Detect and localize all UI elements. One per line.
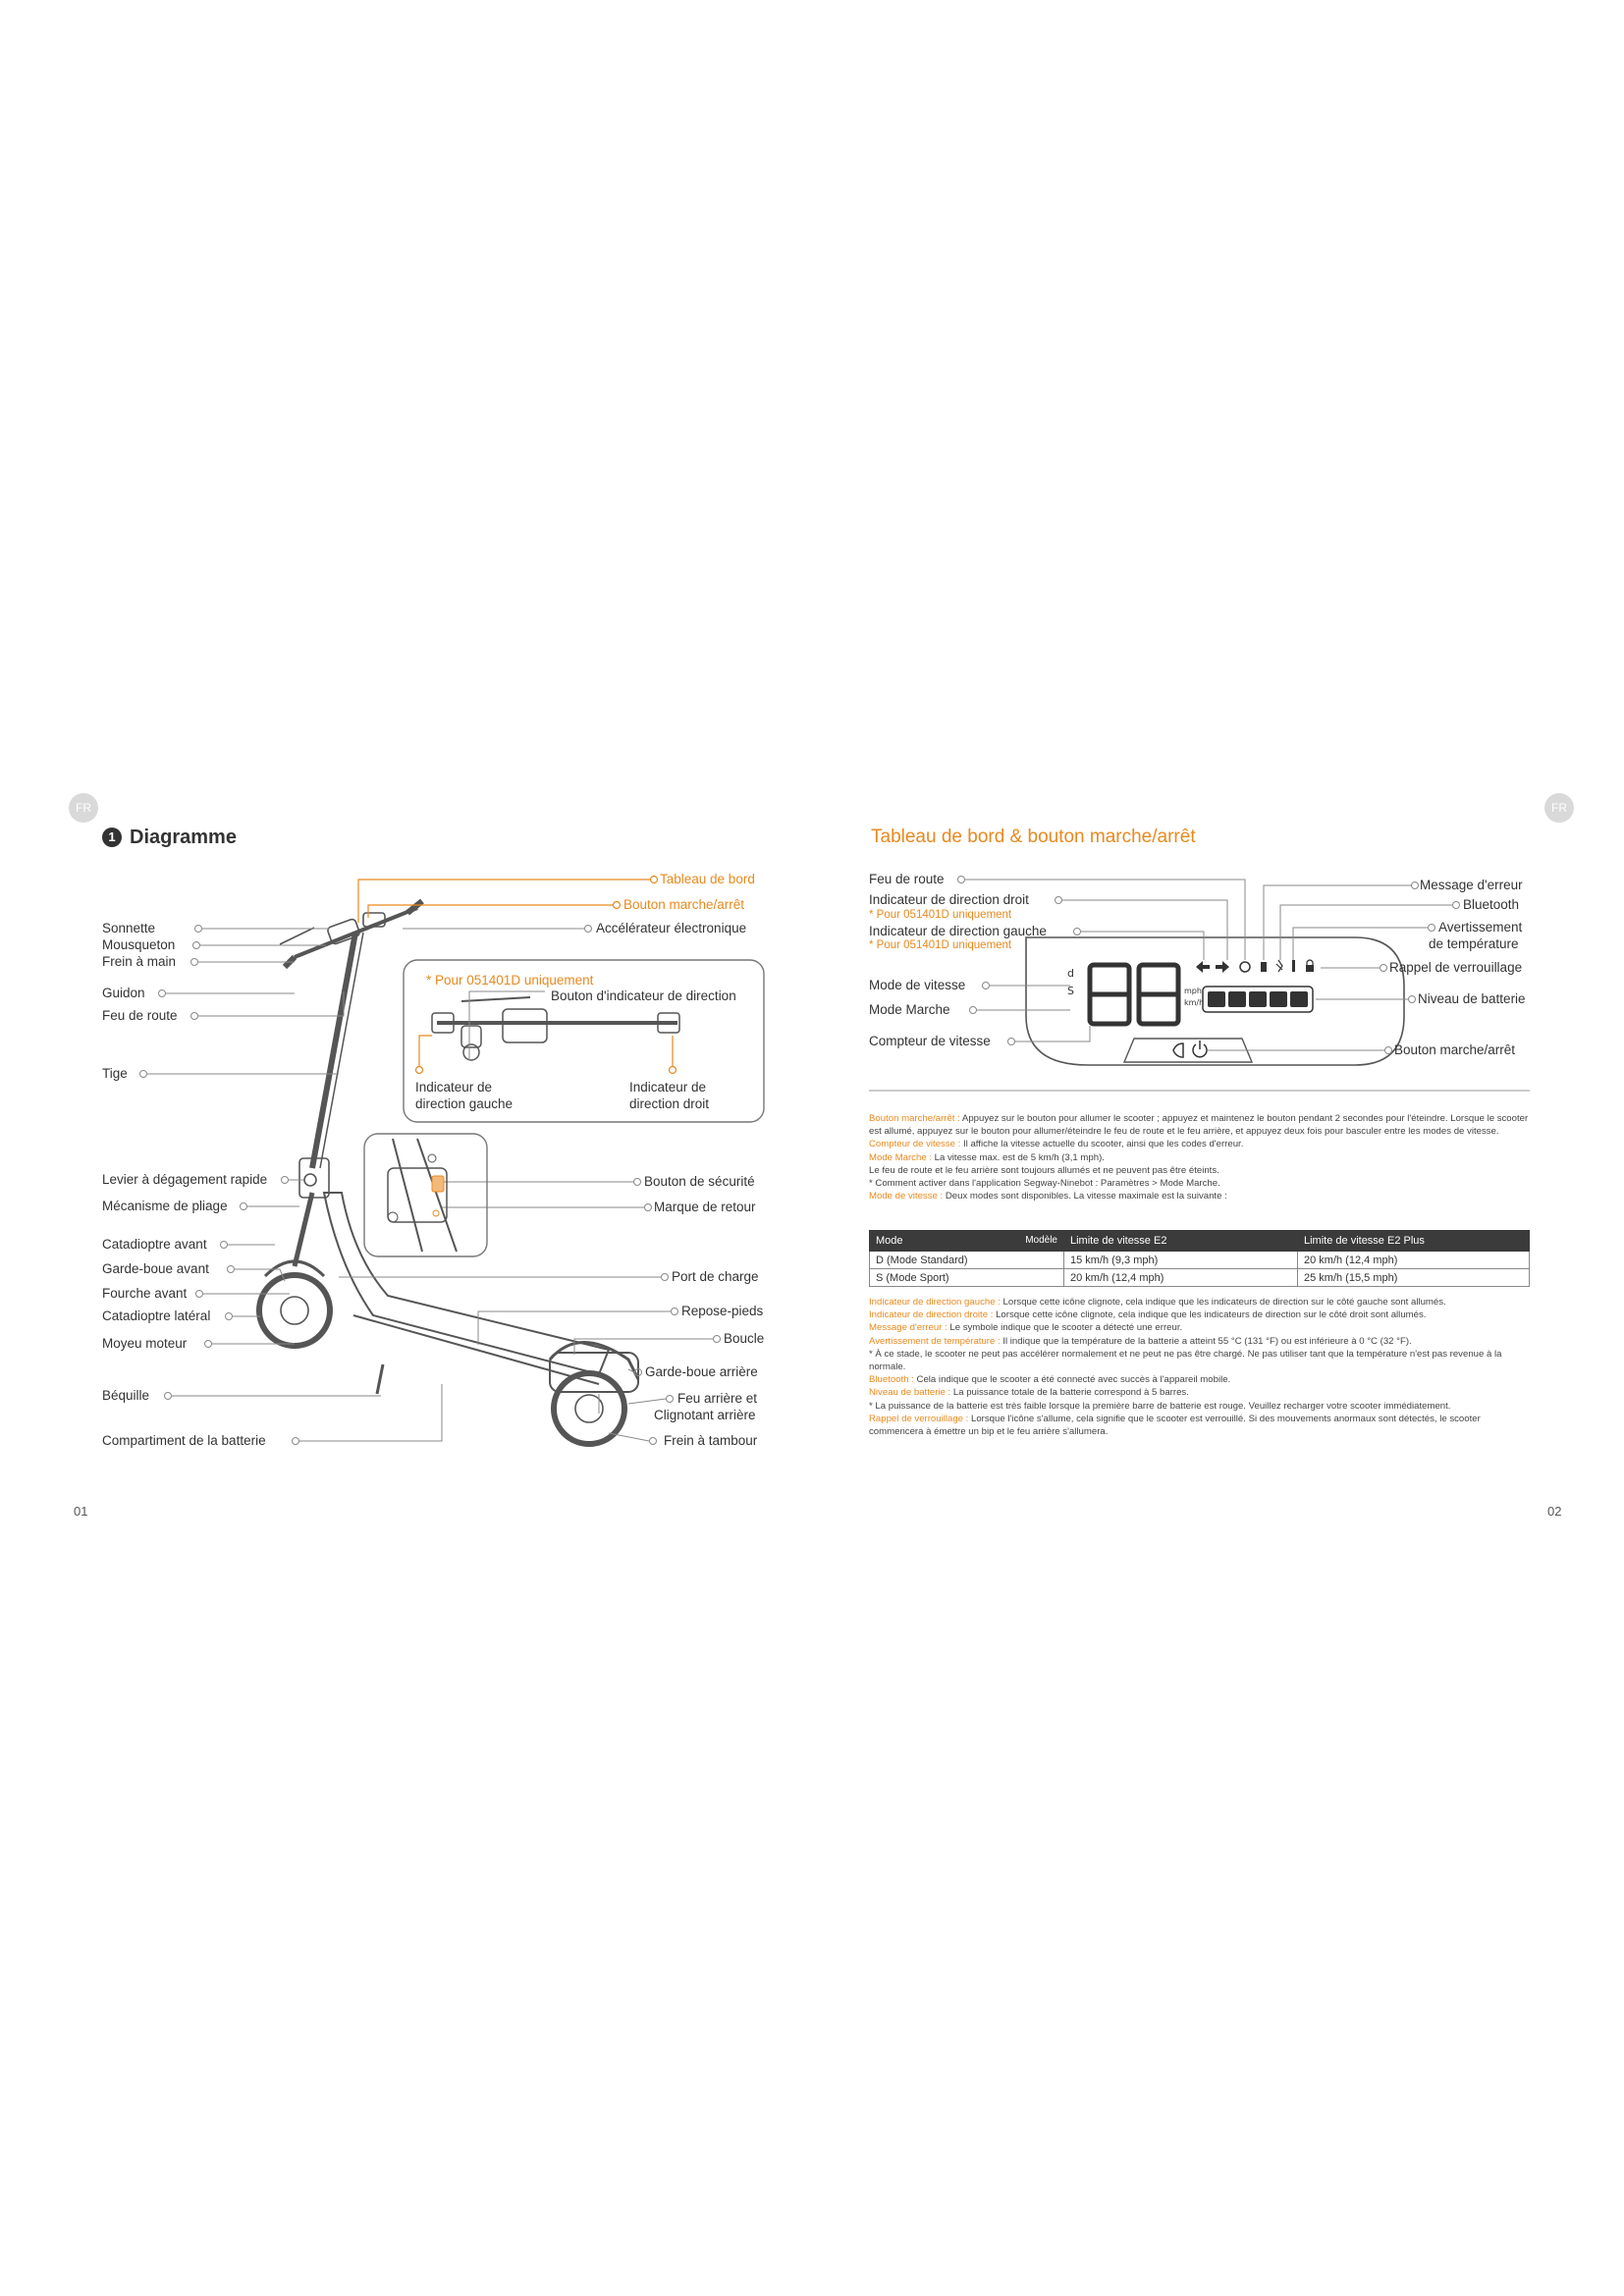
note-051401d-2: * Pour 051401D uniquement bbox=[869, 939, 1012, 951]
label-message-erreur: Message d'erreur bbox=[1420, 878, 1523, 892]
table-row: S (Mode Sport) 20 km/h (12,4 mph) 25 km/h (15,5 mph) bbox=[870, 1269, 1530, 1287]
description-block-2 bbox=[869, 1296, 1529, 1438]
label-guidon: Guidon bbox=[102, 986, 145, 1000]
label-garde-boue-avant: Garde-boue avant bbox=[102, 1261, 209, 1276]
label-frein-a-main: Frein à main bbox=[102, 954, 177, 969]
speed-digits-text bbox=[1092, 962, 1093, 963]
label-bouton-indicateur: Bouton d'indicateur de direction bbox=[551, 988, 736, 1003]
table-header-row bbox=[870, 1231, 1530, 1252]
mode-d-indicator: d bbox=[1067, 967, 1074, 980]
label-repose-pieds: Repose-pieds bbox=[681, 1304, 764, 1318]
inset-note: * Pour 051401D uniquement bbox=[426, 973, 594, 988]
label-clignotant-arriere: Clignotant arrière bbox=[654, 1408, 756, 1422]
table-header-e2: Limite de vitesse E2 bbox=[1064, 1231, 1298, 1252]
desc-para: Message d'erreur : Le symbole indique que le scooter a détecté une erreur. bbox=[869, 1322, 1183, 1334]
label-niveau-batterie: Niveau de batterie bbox=[1418, 991, 1526, 1006]
battery-bars bbox=[1203, 987, 1313, 1012]
label-indicateur-droit-2: direction droit bbox=[629, 1096, 710, 1111]
label-port-charge: Port de charge bbox=[672, 1269, 759, 1284]
section-title: Diagramme bbox=[130, 827, 237, 848]
desc-para: Bluetooth : Cela indique que le scooter a été connecté avec succès à l'appareil mobile. bbox=[869, 1374, 1231, 1386]
label-mecanisme-pliage: Mécanisme de pliage bbox=[102, 1199, 228, 1213]
speed-table bbox=[869, 1230, 1530, 1287]
table-row: D (Mode Standard) 15 km/h (9,3 mph) 20 km/h (12,4 mph) bbox=[870, 1252, 1530, 1269]
page-number-right: 02 bbox=[1547, 1504, 1562, 1519]
desc-para: Mode de vitesse : Deux modes sont disponibles. La vitesse maximale est la suivante : bbox=[869, 1191, 1227, 1202]
label-temperature: de température bbox=[1429, 936, 1519, 951]
label-levier: Levier à dégagement rapide bbox=[102, 1172, 268, 1187]
label-tige: Tige bbox=[102, 1066, 128, 1081]
icon-row bbox=[1196, 960, 1314, 973]
mode-s-indicator: S bbox=[1067, 985, 1074, 997]
desc-para: Indicateur de direction droite : Lorsque cette icône clignote, cela indique que les indicateurs de direction sur le côté droit sont allumés. bbox=[869, 1309, 1427, 1321]
label-garde-boue-arriere: Garde-boue arrière bbox=[645, 1364, 758, 1379]
label-bouton-marche-arret-r: Bouton marche/arrêt bbox=[1394, 1042, 1516, 1057]
label-frein-tambour: Frein à tambour bbox=[664, 1433, 758, 1448]
desc-para: * Comment activer dans l'application Segway-Ninebot : Paramètres > Mode Marche. bbox=[869, 1178, 1220, 1190]
power-icon bbox=[1173, 1041, 1207, 1057]
label-dir-gauche: Indicateur de direction gauche bbox=[869, 924, 1047, 938]
label-dir-droit: Indicateur de direction droit bbox=[869, 892, 1029, 907]
label-fourche-avant: Fourche avant bbox=[102, 1286, 188, 1301]
label-bouton-securite: Bouton de sécurité bbox=[644, 1174, 755, 1189]
desc-para: Indicateur de direction gauche : Lorsque cette icône clignote, cela indique que les indicateurs de direction sur le côté gauche sont allumés. bbox=[869, 1297, 1446, 1308]
label-compteur: Compteur de vitesse bbox=[869, 1034, 991, 1048]
label-indicateur-gauche-2: direction gauche bbox=[415, 1096, 514, 1111]
unit-kmh: km/h bbox=[1184, 998, 1205, 1007]
desc-para: Le feu de route et le feu arrière sont toujours allumés et ne peuvent pas être éteints. bbox=[869, 1164, 1219, 1176]
desc-para: Rappel de verrouillage : Lorsque l'icône s'allume, cela signifie que le scooter est verrouillé. Si des mouvements anormaux sont détectés, le scooter commencera à émettre un bip et le feu arrière s'allumera. bbox=[869, 1413, 1481, 1438]
table-header-mode: Mode Modèle bbox=[870, 1231, 1064, 1252]
language-badge-left: FR bbox=[69, 793, 98, 823]
label-bluetooth: Bluetooth bbox=[1463, 897, 1520, 912]
unit-mph: mph bbox=[1184, 987, 1202, 995]
label-feu-de-route-r: Feu de route bbox=[869, 872, 945, 886]
label-feu-arriere: Feu arrière et bbox=[677, 1391, 758, 1406]
label-mode-vitesse: Mode de vitesse bbox=[869, 978, 966, 992]
page-title-dashboard: Tableau de bord & bouton marche/arrêt bbox=[871, 827, 1196, 847]
desc-para: * À ce stade, le scooter ne peut pas accélérer normalement et ne peut ne pas être chargé. Ne pas utiliser tant que la température n'est pas revenue à la normale. bbox=[869, 1348, 1502, 1373]
section-number: 1 bbox=[102, 828, 122, 847]
label-rappel-verrouillage: Rappel de verrouillage bbox=[1389, 960, 1523, 975]
label-mode-marche: Mode Marche bbox=[869, 1002, 950, 1017]
desc-para: Compteur de vitesse : Il affiche la vitesse actuelle du scooter, ainsi que les codes d'erreur. bbox=[869, 1139, 1244, 1150]
language-badge-right: FR bbox=[1544, 793, 1574, 823]
desc-para: Avertissement de température : Il indique que la température de la batterie a atteint 55 °C (131 °F) ou est inférieure à 0 °C (32 °F). bbox=[869, 1335, 1412, 1347]
label-indicateur-droit-1: Indicateur de bbox=[629, 1080, 707, 1095]
label-boucle: Boucle bbox=[724, 1331, 765, 1346]
desc-para: Niveau de batterie : La puissance totale de la batterie correspond à 5 barres. bbox=[869, 1387, 1189, 1399]
label-mousqueton: Mousqueton bbox=[102, 937, 176, 952]
label-marque-retour: Marque de retour bbox=[654, 1200, 756, 1214]
label-compartiment-batterie: Compartiment de la batterie bbox=[102, 1433, 266, 1448]
note-051401d-1: * Pour 051401D uniquement bbox=[869, 909, 1012, 921]
desc-para: Mode Marche : La vitesse max. est de 5 km/h (3,1 mph). bbox=[869, 1151, 1105, 1163]
label-sonnette: Sonnette bbox=[102, 921, 156, 935]
label-avertissement: Avertissement bbox=[1438, 920, 1523, 934]
label-catadioptre-lateral: Catadioptre latéral bbox=[102, 1308, 211, 1323]
desc-para: Bouton marche/arrêt : Appuyez sur le bouton pour allumer le scooter ; appuyez et maintenez le bouton pendant 2 secondes pour l'éteindre. Lorsque le scooter est allumé, appuyez sur le bouton pour allumer/éteindre le feu de route et le feu arrière, et appuyez deux fois pour basculer entre les modes de vitesse. bbox=[869, 1113, 1529, 1138]
label-moyeu-moteur: Moyeu moteur bbox=[102, 1336, 188, 1351]
label-feu-de-route: Feu de route bbox=[102, 1008, 178, 1023]
label-bouton-marche-arret: Bouton marche/arrêt bbox=[623, 897, 745, 912]
desc-para: * La puissance de la batterie est très faible lorsque la première barre de batterie est rouge. Veuillez recharger votre scooter immédiatement. bbox=[869, 1400, 1451, 1412]
label-catadioptre-avant: Catadioptre avant bbox=[102, 1237, 207, 1252]
label-tableau-de-bord: Tableau de bord bbox=[660, 872, 755, 886]
table-header-e2plus: Limite de vitesse E2 Plus bbox=[1298, 1231, 1530, 1252]
label-indicateur-gauche-1: Indicateur de bbox=[415, 1080, 493, 1095]
label-bequille: Béquille bbox=[102, 1388, 150, 1403]
label-accelerateur: Accélérateur électronique bbox=[596, 921, 747, 935]
description-block-1 bbox=[869, 1112, 1529, 1202]
speed-digits bbox=[1090, 965, 1178, 1024]
page-number-left: 01 bbox=[74, 1504, 88, 1519]
